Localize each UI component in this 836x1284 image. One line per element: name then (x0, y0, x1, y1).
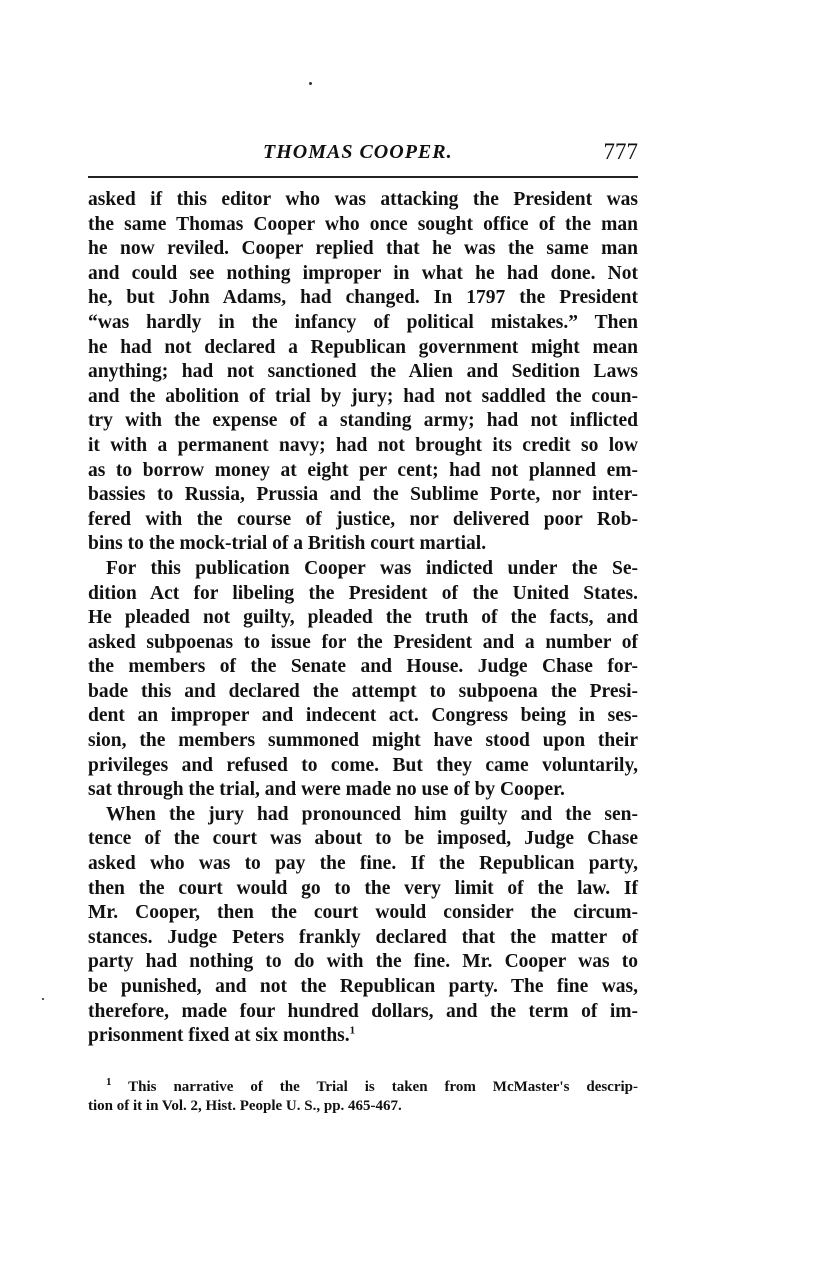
text-line: he, but John Adams, had changed. In 1797 the President (88, 287, 638, 309)
text-line: sion, the members summoned might have stood upon their (88, 730, 638, 752)
text-line: it with a permanent navy; had not brought its credit so low (88, 434, 638, 456)
text-line: he now reviled. Cooper replied that he was the same man (88, 238, 638, 260)
text-line: bade this and declared the attempt to subpoena the Presi- (88, 680, 638, 702)
text-line: then the court would go to the very limit of the law. If (88, 877, 638, 899)
text-line: asked subpoenas to issue for the President and a number of (88, 631, 638, 653)
text-line: stances. Judge Peters frankly declared that the matter of (88, 926, 638, 948)
text-line: Mr. Cooper, then the court would consider the circum- (88, 902, 638, 924)
text-line: sat through the trial, and were made no use of by Cooper. (88, 779, 565, 801)
footnote-reference: 1 (349, 1024, 356, 1037)
page-number: 777 (603, 139, 638, 164)
scan-speck (42, 998, 44, 1000)
text-line: asked who was to pay the fine. If the Republican party, (88, 853, 638, 875)
footnote-marker: 1 (106, 1076, 112, 1088)
running-title: THOMAS COOPER. (263, 141, 453, 163)
text-line: as to borrow money at eight per cent; had not planned em- (88, 459, 638, 481)
text-line: and could see nothing improper in what he had done. Not (88, 262, 638, 284)
text-line: try with the expense of a standing army; had not inflicted (88, 410, 638, 432)
footnote-line: tion of it in Vol. 2, Hist. People U. S., pp. 465-467. (88, 1098, 402, 1114)
text-line: “was hardly in the infancy of political mistakes.” Then (88, 311, 638, 333)
text-line: asked if this editor who was attacking the President was (88, 189, 638, 210)
scan-speck (309, 82, 312, 85)
text-line: the members of the Senate and House. Judge Chase for- (88, 656, 638, 678)
text-line: He pleaded not guilty, pleaded the truth of the facts, and (88, 607, 638, 629)
text-line: he had not declared a Republican government might mean (88, 336, 638, 358)
text-line: fered with the course of justice, nor delivered poor Rob- (88, 508, 638, 530)
footnote-line: $^1$ This narrative of the Trial is taken from McMaster's descrip- (106, 1076, 639, 1095)
text-line: bassies to Russia, Prussia and the Sublime Porte, nor inter- (88, 484, 638, 506)
text-line: and the abolition of trial by jury; had not saddled the coun- (88, 385, 638, 407)
text-line: tence of the court was about to be imposed, Judge Chase (88, 828, 638, 850)
text-line: prisonment fixed at six months.$^1$ (88, 1024, 356, 1047)
text-line: privileges and refused to come. But they came voluntarily, (88, 754, 638, 776)
text-line: For this publication Cooper was indicted under the Se- (106, 557, 638, 579)
footnote (88, 1078, 638, 1116)
text-line: party had nothing to do with the fine. Mr. Cooper was to (88, 951, 638, 973)
text-line: be punished, and not the Republican party. The fine was, (88, 976, 638, 997)
text-line: the same Thomas Cooper who once sought office of the man (88, 213, 638, 235)
header-rule (88, 176, 638, 178)
body-text (88, 188, 638, 1049)
text-line: bins to the mock-trial of a British court martial. (88, 533, 487, 555)
text-line: anything; had not sanctioned the Alien and Sedition Laws (88, 361, 638, 383)
text-line: therefore, made four hundred dollars, and the term of im- (88, 1000, 638, 1022)
page-header (88, 141, 638, 171)
text-line: When the jury had pronounced him guilty and the sen- (106, 803, 638, 825)
text-line: dent an improper and indecent act. Congress being in ses- (88, 705, 638, 727)
text-line: dition Act for libeling the President of the United States. (88, 582, 638, 604)
